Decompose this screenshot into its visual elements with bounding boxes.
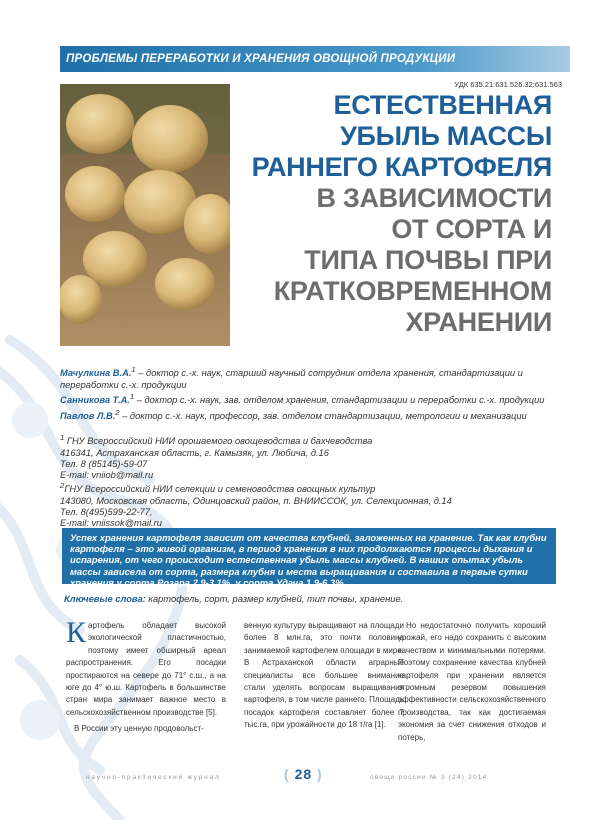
affiliation-line: $^2$ГНУ Всероссийский НИИ селекции и семеноводства овощных культур: [60, 481, 376, 495]
title-line: УБЫЛЬ МАССЫ: [340, 121, 552, 151]
title-line: КРАТКОВРЕМЕННОМ: [273, 276, 552, 306]
column-1: [66, 616, 226, 740]
affiliation-line: 416341, Астраханская область, г. Камызяк, ул. Любича, д.16: [60, 447, 329, 458]
affiliation-email[interactable]: E-mail: vniiob@mail.ru: [60, 470, 154, 481]
author-desc: – доктор с.-х. наук, старший научный сотрудник отдела хранения, стандартизации и переработки с.-х. продукции: [60, 368, 523, 390]
author-sup: 2: [115, 407, 120, 417]
affiliation-line: $^1$ ГНУ Всероссийский НИИ орошаемого овощеводства и бахчеводства: [60, 433, 373, 447]
author-sup: 1: [131, 365, 136, 374]
page-number: ( 28 ): [284, 766, 323, 782]
keywords: [64, 593, 564, 604]
author-entry: [60, 407, 560, 423]
affiliation-1: [60, 432, 560, 482]
affiliation-email[interactable]: E-mail: vniissok@mail.ru: [60, 518, 162, 529]
author-desc: – доктор с.-х. наук, зав. отделом хранения, стандартизации и переработки с.-х. продукции: [134, 395, 545, 406]
affiliation-2: [60, 480, 560, 530]
drop-cap: К: [66, 616, 87, 649]
paragraph: В России эту ценную продовольст-: [74, 724, 204, 734]
footer-journal-issue: овощи россии № 3 (24) 2014: [370, 774, 488, 781]
paragraph: венную культуру выращивают на площади более 8 млн.га, это почти половина занимаемой картофелем площади в мире. В Астраханской области аграрные специалисты все большее внимание стали уделять вопросам выращивания картофеля, в том числе раннего. Площадь посадок картофеля составляет более 7 тыс.га, при урожайности до 18 т/га [1].: [244, 621, 404, 730]
paragraph: Картофель обладает высокой экологической пластичностью, поэтому имеет обширный ареал распространения. Его посадки простираются на севере до 71° с.ш., а на юге до 4° ю.ш. Картофель в большинстве стран мира занимает важное место в сельскохозяйственном производстве [5].: [66, 616, 226, 717]
udk-code: УДК 635.21:631.526.32:631.563: [454, 80, 562, 89]
title-line: ЕСТЕСТВЕННАЯ: [333, 90, 552, 120]
author-desc: – доктор с.-х. наук, профессор, зав. отделом стандартизации, метрологии и механизации: [119, 410, 527, 421]
author-entry: [60, 391, 560, 407]
author-name: Мачулкина В.А.: [60, 368, 132, 379]
affiliation-line: Тел. 8(495)599-22-77,: [60, 506, 153, 517]
potatoes-photo: [60, 84, 230, 346]
keywords-text: картофель, сорт, размер клубней, тип почвы, хранение.: [145, 593, 404, 604]
affiliation-sup: 1: [60, 433, 65, 442]
author-entry: [60, 364, 560, 391]
affiliation-line: Тел. 8 (85145)-59-07: [60, 458, 148, 469]
article-title: [222, 90, 552, 338]
keywords-label: Ключевые слова:: [64, 593, 146, 604]
author-sup: 1: [129, 392, 135, 402]
column-3: [398, 620, 546, 748]
title-line: ОТ СОРТА И: [391, 214, 552, 244]
authors-block: [60, 364, 560, 422]
paragraph: Но недостаточно получить хороший урожай, его надо сохранить с высоким качеством и минимальными потерями. Поэтому сохранение качества клубней картофеля при хранении является огромным резервом повышения эффективности сельскохозяйственного производства, так как достигаемая экономия за счет снижения отходов и потерь,: [398, 621, 546, 742]
title-line: РАННЕГО КАРТОФЕЛЯ: [251, 152, 552, 182]
author-name: Санникова Т.А.: [60, 395, 130, 406]
column-2: [244, 620, 404, 736]
section-header-bar: ПРОБЛЕМЫ ПЕРЕРАБОТКИ И ХРАНЕНИЯ ОВОЩНОЙ ПРОДУКЦИИ: [60, 46, 570, 72]
title-line: ТИПА ПОЧВЫ ПРИ: [304, 245, 552, 275]
affiliation-line: 143080, Московская область, Одинцовский район, п. ВНИИССОК, ул. Селекционная, д.14: [60, 495, 452, 506]
abstract-box: Успех хранения картофеля зависит от качества клубней, заложенных на хранение. Так как клубни картофеля – это живой организм, в период хранения в них продолжаются процессы дыхания и испарения, от чего происходит естественная убыль массы клубней. В наших опытах убыль массы зависела от сорта, размера клубня и места выращивания и составила в первые сутки хранения у сорта Розара 2,9-3,1%, у сорта Удача 1,9-6,3%.: [62, 528, 556, 584]
potatoes-image: [60, 84, 230, 346]
footer-journal-type: научно-практический журнал: [86, 774, 221, 781]
title-line: ХРАНЕНИИ: [405, 307, 552, 337]
title-line: В ЗАВИСИМОСТИ: [316, 183, 552, 213]
affiliation-sup: 2: [60, 481, 65, 490]
author-name: Павлов Л.В.: [60, 410, 116, 421]
